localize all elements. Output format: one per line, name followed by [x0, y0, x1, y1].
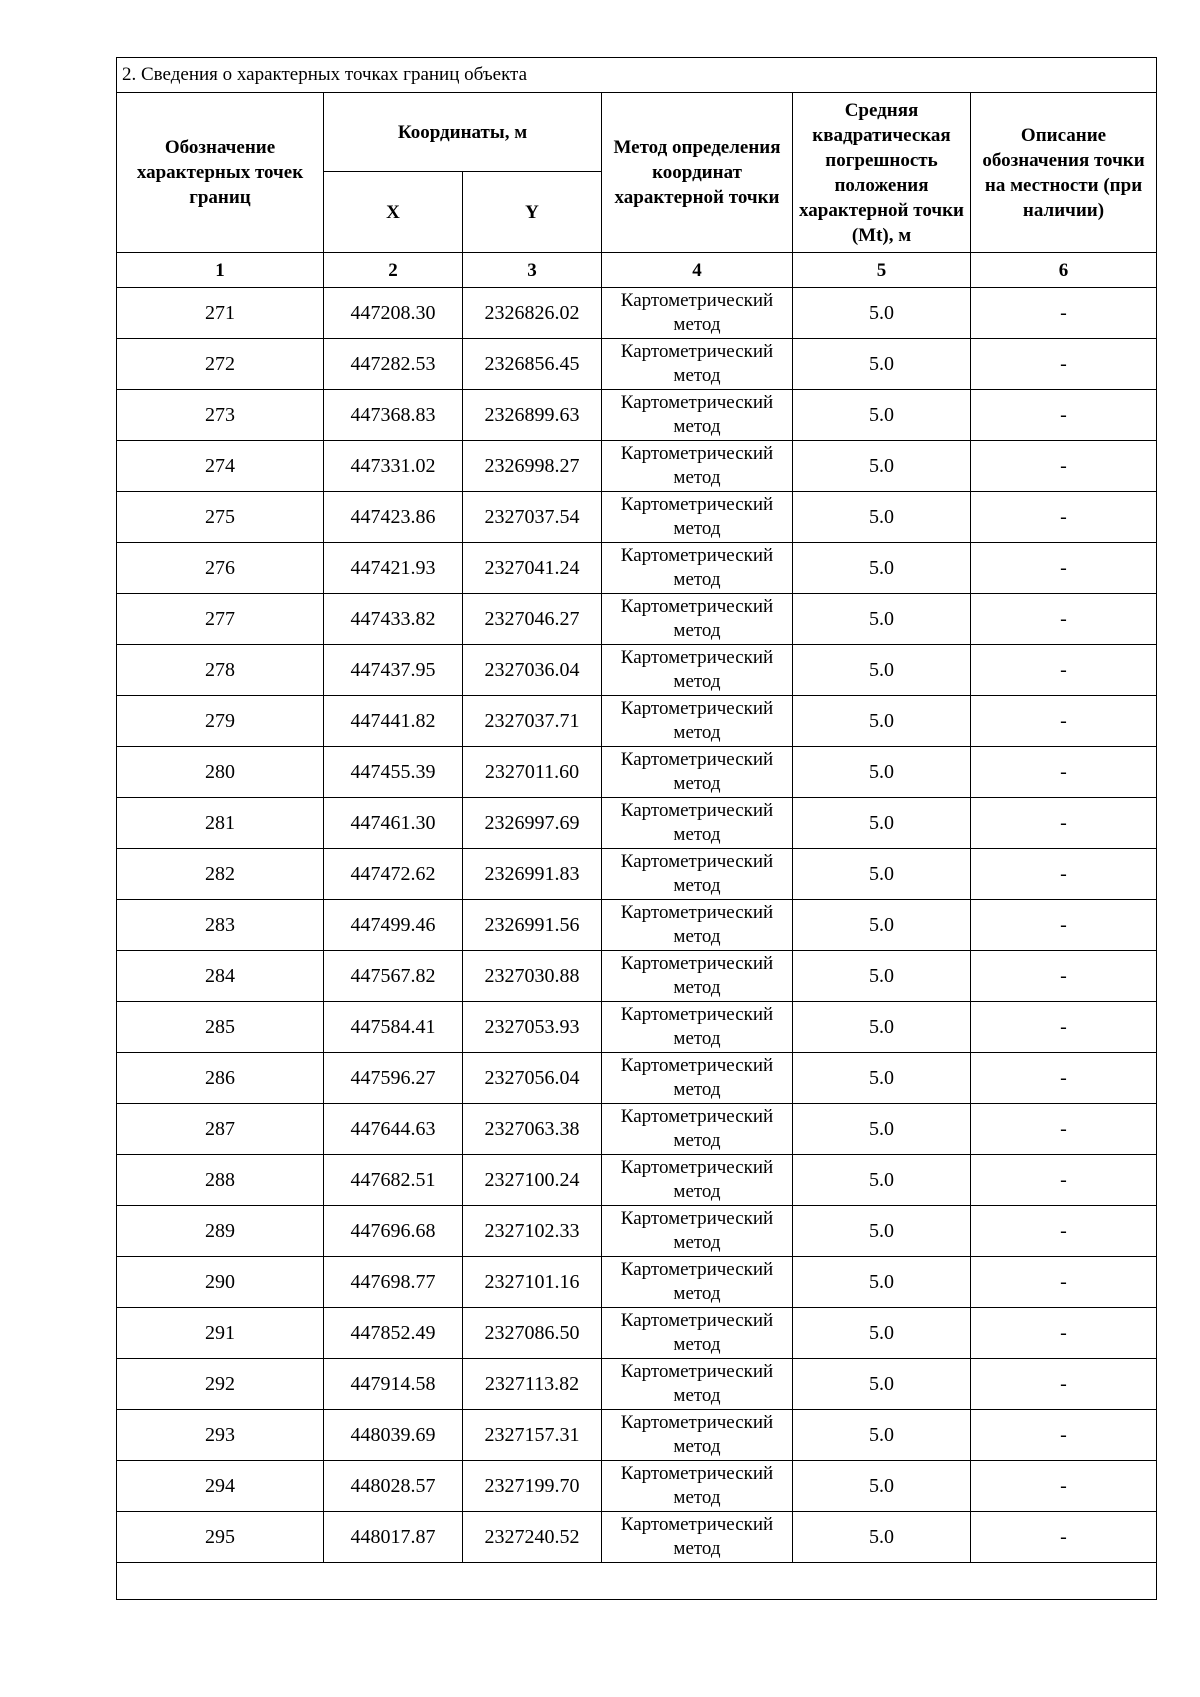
method-line-2: метод — [673, 1334, 721, 1355]
x-coordinate-cell: 448028.57 — [324, 1461, 463, 1512]
method-line-2: метод — [673, 926, 721, 947]
accuracy-cell: 5.0 — [793, 900, 971, 951]
method-cell — [602, 1512, 793, 1563]
column-number: 3 — [463, 253, 602, 288]
method-line-1: Картометрический — [620, 851, 774, 872]
x-coordinate-cell: 447644.63 — [324, 1104, 463, 1155]
accuracy-cell: 5.0 — [793, 1410, 971, 1461]
table-row — [117, 696, 1157, 747]
point-id-cell: 284 — [117, 951, 324, 1002]
point-id-cell: 286 — [117, 1053, 324, 1104]
method-line-2: метод — [673, 1538, 721, 1559]
x-coordinate-cell: 447852.49 — [324, 1308, 463, 1359]
column-number: 1 — [117, 253, 324, 288]
method-line-1: Картометрический — [620, 494, 774, 515]
description-cell: - — [971, 951, 1157, 1002]
method-line-2: метод — [673, 977, 721, 998]
method-line-1: Картометрический — [620, 443, 774, 464]
table-row — [117, 747, 1157, 798]
accuracy-cell: 5.0 — [793, 1461, 971, 1512]
x-coordinate-cell: 447455.39 — [324, 747, 463, 798]
point-id-cell: 272 — [117, 339, 324, 390]
x-coordinate-cell: 447441.82 — [324, 696, 463, 747]
point-id-cell: 273 — [117, 390, 324, 441]
accuracy-cell: 5.0 — [793, 1359, 971, 1410]
point-id-cell: 285 — [117, 1002, 324, 1053]
method-line-2: метод — [673, 518, 721, 539]
table-row — [117, 543, 1157, 594]
method-line-2: метод — [673, 569, 721, 590]
method-line-1: Картометрический — [620, 647, 774, 668]
header-x: X — [324, 172, 463, 253]
y-coordinate-cell: 2327036.04 — [463, 645, 602, 696]
method-cell — [602, 1461, 793, 1512]
method-line-1: Картометрический — [620, 1106, 774, 1127]
method-line-2: метод — [673, 365, 721, 386]
method-line-1: Картометрический — [620, 800, 774, 821]
method-cell — [602, 288, 793, 339]
accuracy-cell: 5.0 — [793, 492, 971, 543]
description-cell: - — [971, 747, 1157, 798]
method-line-2: метод — [673, 416, 721, 437]
description-cell: - — [971, 441, 1157, 492]
method-line-2: метод — [673, 1079, 721, 1100]
method-cell — [602, 492, 793, 543]
method-line-1: Картометрический — [620, 1259, 774, 1280]
table-row — [117, 1053, 1157, 1104]
point-id-cell: 275 — [117, 492, 324, 543]
header-coordinates: Координаты, м — [324, 93, 602, 172]
x-coordinate-cell: 447421.93 — [324, 543, 463, 594]
accuracy-cell: 5.0 — [793, 543, 971, 594]
method-cell — [602, 645, 793, 696]
x-coordinate-cell: 447584.41 — [324, 1002, 463, 1053]
table-row — [117, 849, 1157, 900]
table-row — [117, 951, 1157, 1002]
x-coordinate-cell: 447499.46 — [324, 900, 463, 951]
table-row — [117, 645, 1157, 696]
method-cell — [602, 849, 793, 900]
y-coordinate-cell: 2327063.38 — [463, 1104, 602, 1155]
method-cell — [602, 1002, 793, 1053]
method-cell — [602, 1104, 793, 1155]
point-id-cell: 274 — [117, 441, 324, 492]
description-cell: - — [971, 339, 1157, 390]
x-coordinate-cell: 447698.77 — [324, 1257, 463, 1308]
method-line-2: метод — [673, 722, 721, 743]
x-coordinate-cell: 447472.62 — [324, 849, 463, 900]
description-cell: - — [971, 1512, 1157, 1563]
point-id-cell: 282 — [117, 849, 324, 900]
accuracy-cell: 5.0 — [793, 1053, 971, 1104]
method-line-2: метод — [673, 1130, 721, 1151]
header-designation: Обозначение характерных точек границ — [117, 93, 324, 253]
description-cell: - — [971, 1104, 1157, 1155]
table-row — [117, 1308, 1157, 1359]
point-id-cell: 283 — [117, 900, 324, 951]
table-row — [117, 441, 1157, 492]
description-cell: - — [971, 1359, 1157, 1410]
method-cell — [602, 1359, 793, 1410]
x-coordinate-cell: 447437.95 — [324, 645, 463, 696]
table-row — [117, 492, 1157, 543]
x-coordinate-cell: 448017.87 — [324, 1512, 463, 1563]
method-line-2: метод — [673, 1028, 721, 1049]
method-line-1: Картометрический — [620, 1310, 774, 1331]
x-coordinate-cell: 447914.58 — [324, 1359, 463, 1410]
table-row — [117, 1104, 1157, 1155]
method-line-1: Картометрический — [620, 1055, 774, 1076]
y-coordinate-cell: 2327102.33 — [463, 1206, 602, 1257]
method-line-2: метод — [673, 1283, 721, 1304]
point-id-cell: 288 — [117, 1155, 324, 1206]
method-cell — [602, 900, 793, 951]
method-line-2: метод — [673, 1181, 721, 1202]
y-coordinate-cell: 2327037.71 — [463, 696, 602, 747]
x-coordinate-cell: 448039.69 — [324, 1410, 463, 1461]
accuracy-cell: 5.0 — [793, 339, 971, 390]
point-id-cell: 290 — [117, 1257, 324, 1308]
method-line-1: Картометрический — [620, 545, 774, 566]
y-coordinate-cell: 2327011.60 — [463, 747, 602, 798]
method-line-2: метод — [673, 1487, 721, 1508]
table-row — [117, 798, 1157, 849]
accuracy-cell: 5.0 — [793, 696, 971, 747]
point-id-cell: 277 — [117, 594, 324, 645]
method-line-1: Картометрический — [620, 1514, 774, 1535]
accuracy-cell: 5.0 — [793, 288, 971, 339]
description-cell: - — [971, 594, 1157, 645]
method-line-1: Картометрический — [620, 341, 774, 362]
description-cell: - — [971, 900, 1157, 951]
y-coordinate-cell: 2326899.63 — [463, 390, 602, 441]
method-cell — [602, 696, 793, 747]
point-id-cell: 278 — [117, 645, 324, 696]
accuracy-cell: 5.0 — [793, 1104, 971, 1155]
table-row — [117, 594, 1157, 645]
x-coordinate-cell: 447423.86 — [324, 492, 463, 543]
x-coordinate-cell: 447368.83 — [324, 390, 463, 441]
method-line-1: Картометрический — [620, 1412, 774, 1433]
method-cell — [602, 798, 793, 849]
column-number: 5 — [793, 253, 971, 288]
method-line-2: метод — [673, 1436, 721, 1457]
table-footer-cell — [117, 1563, 1157, 1600]
description-cell: - — [971, 1155, 1157, 1206]
accuracy-cell: 5.0 — [793, 1155, 971, 1206]
x-coordinate-cell: 447433.82 — [324, 594, 463, 645]
y-coordinate-cell: 2327053.93 — [463, 1002, 602, 1053]
x-coordinate-cell: 447461.30 — [324, 798, 463, 849]
column-number: 4 — [602, 253, 793, 288]
description-cell: - — [971, 696, 1157, 747]
y-coordinate-cell: 2327056.04 — [463, 1053, 602, 1104]
accuracy-cell: 5.0 — [793, 1308, 971, 1359]
table-row — [117, 1359, 1157, 1410]
method-line-2: метод — [673, 620, 721, 641]
section-title-row — [117, 58, 1157, 93]
method-line-2: метод — [673, 314, 721, 335]
description-cell: - — [971, 543, 1157, 594]
method-line-2: метод — [673, 875, 721, 896]
x-coordinate-cell: 447208.30 — [324, 288, 463, 339]
method-line-1: Картометрический — [620, 1004, 774, 1025]
column-number: 6 — [971, 253, 1157, 288]
method-line-2: метод — [673, 671, 721, 692]
method-line-1: Картометрический — [620, 392, 774, 413]
accuracy-cell: 5.0 — [793, 747, 971, 798]
point-id-cell: 294 — [117, 1461, 324, 1512]
description-cell: - — [971, 288, 1157, 339]
method-cell — [602, 390, 793, 441]
header-accuracy: Средняя квадратическая погрешность положения характерной точки (Mt), м — [793, 93, 971, 253]
table-row — [117, 1155, 1157, 1206]
method-line-2: метод — [673, 467, 721, 488]
table-row — [117, 1512, 1157, 1563]
point-id-cell: 292 — [117, 1359, 324, 1410]
y-coordinate-cell: 2327101.16 — [463, 1257, 602, 1308]
method-cell — [602, 594, 793, 645]
header-description: Описание обозначения точки на местности (при наличии) — [971, 93, 1157, 253]
description-cell: - — [971, 1410, 1157, 1461]
column-number-row — [117, 253, 1157, 288]
table-row — [117, 1257, 1157, 1308]
description-cell: - — [971, 849, 1157, 900]
description-cell: - — [971, 645, 1157, 696]
header-row — [117, 93, 1157, 172]
method-line-1: Картометрический — [620, 1361, 774, 1382]
accuracy-cell: 5.0 — [793, 951, 971, 1002]
method-cell — [602, 441, 793, 492]
table-row — [117, 1002, 1157, 1053]
table-footer-row — [117, 1563, 1157, 1600]
description-cell: - — [971, 1002, 1157, 1053]
method-line-1: Картометрический — [620, 749, 774, 770]
table-row — [117, 339, 1157, 390]
method-cell — [602, 543, 793, 594]
method-line-1: Картометрический — [620, 596, 774, 617]
y-coordinate-cell: 2326998.27 — [463, 441, 602, 492]
header-method: Метод определения координат характерной точки — [602, 93, 793, 253]
y-coordinate-cell: 2326826.02 — [463, 288, 602, 339]
x-coordinate-cell: 447596.27 — [324, 1053, 463, 1104]
y-coordinate-cell: 2327157.31 — [463, 1410, 602, 1461]
method-line-1: Картометрический — [620, 953, 774, 974]
accuracy-cell: 5.0 — [793, 798, 971, 849]
table-row — [117, 390, 1157, 441]
method-cell — [602, 747, 793, 798]
table-row — [117, 288, 1157, 339]
table-body — [117, 288, 1157, 1563]
accuracy-cell: 5.0 — [793, 594, 971, 645]
description-cell: - — [971, 1257, 1157, 1308]
accuracy-cell: 5.0 — [793, 1206, 971, 1257]
method-line-1: Картометрический — [620, 1463, 774, 1484]
point-id-cell: 287 — [117, 1104, 324, 1155]
description-cell: - — [971, 1206, 1157, 1257]
column-number: 2 — [324, 253, 463, 288]
accuracy-cell: 5.0 — [793, 849, 971, 900]
y-coordinate-cell: 2327113.82 — [463, 1359, 602, 1410]
point-id-cell: 276 — [117, 543, 324, 594]
method-line-2: метод — [673, 1232, 721, 1253]
method-line-1: Картометрический — [620, 1157, 774, 1178]
method-cell — [602, 951, 793, 1002]
y-coordinate-cell: 2326991.56 — [463, 900, 602, 951]
point-id-cell: 291 — [117, 1308, 324, 1359]
section-title: 2. Сведения о характерных точках границ объекта — [117, 58, 1157, 93]
boundary-points-table — [116, 57, 1157, 1600]
table-row — [117, 1410, 1157, 1461]
method-line-2: метод — [673, 1385, 721, 1406]
y-coordinate-cell: 2326856.45 — [463, 339, 602, 390]
y-coordinate-cell: 2326997.69 — [463, 798, 602, 849]
description-cell: - — [971, 1461, 1157, 1512]
method-cell — [602, 1053, 793, 1104]
method-cell — [602, 1257, 793, 1308]
y-coordinate-cell: 2326991.83 — [463, 849, 602, 900]
table-row — [117, 900, 1157, 951]
y-coordinate-cell: 2327037.54 — [463, 492, 602, 543]
point-id-cell: 279 — [117, 696, 324, 747]
x-coordinate-cell: 447567.82 — [324, 951, 463, 1002]
x-coordinate-cell: 447331.02 — [324, 441, 463, 492]
description-cell: - — [971, 492, 1157, 543]
x-coordinate-cell: 447682.51 — [324, 1155, 463, 1206]
y-coordinate-cell: 2327100.24 — [463, 1155, 602, 1206]
point-id-cell: 293 — [117, 1410, 324, 1461]
x-coordinate-cell: 447282.53 — [324, 339, 463, 390]
method-cell — [602, 1308, 793, 1359]
accuracy-cell: 5.0 — [793, 1257, 971, 1308]
method-line-2: метод — [673, 824, 721, 845]
point-id-cell: 289 — [117, 1206, 324, 1257]
y-coordinate-cell: 2327041.24 — [463, 543, 602, 594]
accuracy-cell: 5.0 — [793, 1002, 971, 1053]
method-line-1: Картометрический — [620, 698, 774, 719]
accuracy-cell: 5.0 — [793, 441, 971, 492]
method-line-1: Картометрический — [620, 290, 774, 311]
y-coordinate-cell: 2327240.52 — [463, 1512, 602, 1563]
point-id-cell: 280 — [117, 747, 324, 798]
method-cell — [602, 1410, 793, 1461]
point-id-cell: 271 — [117, 288, 324, 339]
y-coordinate-cell: 2327086.50 — [463, 1308, 602, 1359]
y-coordinate-cell: 2327030.88 — [463, 951, 602, 1002]
method-cell — [602, 1155, 793, 1206]
accuracy-cell: 5.0 — [793, 1512, 971, 1563]
x-coordinate-cell: 447696.68 — [324, 1206, 463, 1257]
y-coordinate-cell: 2327046.27 — [463, 594, 602, 645]
accuracy-cell: 5.0 — [793, 390, 971, 441]
table-row — [117, 1461, 1157, 1512]
method-cell — [602, 1206, 793, 1257]
method-line-2: метод — [673, 773, 721, 794]
description-cell: - — [971, 1053, 1157, 1104]
description-cell: - — [971, 1308, 1157, 1359]
point-id-cell: 295 — [117, 1512, 324, 1563]
accuracy-cell: 5.0 — [793, 645, 971, 696]
y-coordinate-cell: 2327199.70 — [463, 1461, 602, 1512]
table-row — [117, 1206, 1157, 1257]
description-cell: - — [971, 798, 1157, 849]
description-cell: - — [971, 390, 1157, 441]
point-id-cell: 281 — [117, 798, 324, 849]
header-y: Y — [463, 172, 602, 253]
method-line-1: Картометрический — [620, 1208, 774, 1229]
method-line-1: Картометрический — [620, 902, 774, 923]
method-cell — [602, 339, 793, 390]
